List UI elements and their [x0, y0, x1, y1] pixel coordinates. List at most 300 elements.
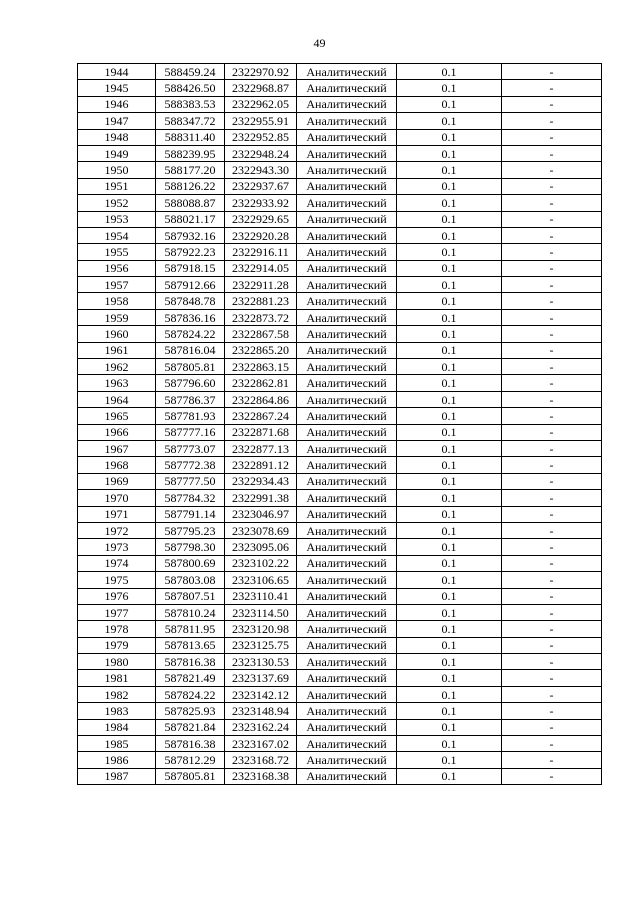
y-coordinate-cell: 2323095.06 [225, 539, 297, 555]
y-coordinate-cell: 2322911.28 [225, 277, 297, 293]
note-cell: - [502, 539, 602, 555]
method-cell: Аналитический [297, 129, 397, 145]
y-coordinate-cell: 2322968.87 [225, 80, 297, 96]
method-cell: Аналитический [297, 211, 397, 227]
method-cell: Аналитический [297, 703, 397, 719]
table-row [78, 686, 602, 702]
method-cell: Аналитический [297, 293, 397, 309]
accuracy-cell: 0.1 [397, 227, 502, 243]
x-coordinate-cell: 587781.93 [156, 408, 225, 424]
point-number-cell: 1982 [78, 686, 156, 702]
y-coordinate-cell: 2323110.41 [225, 588, 297, 604]
point-number-cell: 1957 [78, 277, 156, 293]
table-row [78, 260, 602, 276]
y-coordinate-cell: 2323130.53 [225, 654, 297, 670]
method-cell: Аналитический [297, 64, 397, 80]
table-row [78, 637, 602, 653]
accuracy-cell: 0.1 [397, 752, 502, 768]
note-cell: - [502, 588, 602, 604]
point-number-cell: 1963 [78, 375, 156, 391]
y-coordinate-cell: 2322937.67 [225, 178, 297, 194]
y-coordinate-cell: 2322873.72 [225, 309, 297, 325]
method-cell: Аналитический [297, 227, 397, 243]
point-number-cell: 1964 [78, 391, 156, 407]
y-coordinate-cell: 2322867.58 [225, 326, 297, 342]
y-coordinate-cell: 2322891.12 [225, 457, 297, 473]
table-row [78, 670, 602, 686]
y-coordinate-cell: 2322962.05 [225, 96, 297, 112]
accuracy-cell: 0.1 [397, 473, 502, 489]
x-coordinate-cell: 588459.24 [156, 64, 225, 80]
accuracy-cell: 0.1 [397, 621, 502, 637]
point-number-cell: 1961 [78, 342, 156, 358]
point-number-cell: 1966 [78, 424, 156, 440]
y-coordinate-cell: 2323078.69 [225, 522, 297, 538]
method-cell: Аналитический [297, 277, 397, 293]
table-row [78, 227, 602, 243]
x-coordinate-cell: 587803.08 [156, 572, 225, 588]
point-number-cell: 1950 [78, 162, 156, 178]
method-cell: Аналитический [297, 244, 397, 260]
y-coordinate-cell: 2322916.11 [225, 244, 297, 260]
table-row [78, 326, 602, 342]
note-cell: - [502, 244, 602, 260]
note-cell: - [502, 64, 602, 80]
note-cell: - [502, 326, 602, 342]
point-number-cell: 1949 [78, 145, 156, 161]
y-coordinate-cell: 2323167.02 [225, 736, 297, 752]
method-cell: Аналитический [297, 654, 397, 670]
accuracy-cell: 0.1 [397, 359, 502, 375]
point-number-cell: 1969 [78, 473, 156, 489]
note-cell: - [502, 686, 602, 702]
point-number-cell: 1980 [78, 654, 156, 670]
x-coordinate-cell: 587932.16 [156, 227, 225, 243]
point-number-cell: 1954 [78, 227, 156, 243]
x-coordinate-cell: 588383.53 [156, 96, 225, 112]
method-cell: Аналитический [297, 522, 397, 538]
table-row [78, 473, 602, 489]
point-number-cell: 1978 [78, 621, 156, 637]
table-row [78, 80, 602, 96]
table-row [78, 424, 602, 440]
note-cell: - [502, 309, 602, 325]
table-row [78, 391, 602, 407]
x-coordinate-cell: 587810.24 [156, 604, 225, 620]
table-row [78, 768, 602, 784]
note-cell: - [502, 440, 602, 456]
point-number-cell: 1968 [78, 457, 156, 473]
y-coordinate-cell: 2322881.23 [225, 293, 297, 309]
method-cell: Аналитический [297, 768, 397, 784]
note-cell: - [502, 129, 602, 145]
table-row [78, 178, 602, 194]
y-coordinate-cell: 2323168.72 [225, 752, 297, 768]
accuracy-cell: 0.1 [397, 555, 502, 571]
table-row [78, 375, 602, 391]
method-cell: Аналитический [297, 113, 397, 129]
point-number-cell: 1970 [78, 490, 156, 506]
x-coordinate-cell: 588239.95 [156, 145, 225, 161]
x-coordinate-cell: 587821.84 [156, 719, 225, 735]
method-cell: Аналитический [297, 670, 397, 686]
table-row [78, 96, 602, 112]
x-coordinate-cell: 587805.81 [156, 768, 225, 784]
method-cell: Аналитический [297, 588, 397, 604]
x-coordinate-cell: 587848.78 [156, 293, 225, 309]
accuracy-cell: 0.1 [397, 522, 502, 538]
accuracy-cell: 0.1 [397, 703, 502, 719]
x-coordinate-cell: 587777.50 [156, 473, 225, 489]
point-number-cell: 1976 [78, 588, 156, 604]
table-row [78, 604, 602, 620]
accuracy-cell: 0.1 [397, 604, 502, 620]
method-cell: Аналитический [297, 309, 397, 325]
accuracy-cell: 0.1 [397, 424, 502, 440]
y-coordinate-cell: 2323114.50 [225, 604, 297, 620]
method-cell: Аналитический [297, 391, 397, 407]
accuracy-cell: 0.1 [397, 539, 502, 555]
page-number: 49 [313, 36, 326, 50]
point-number-cell: 1987 [78, 768, 156, 784]
note-cell: - [502, 473, 602, 489]
accuracy-cell: 0.1 [397, 490, 502, 506]
coordinates-table [77, 63, 602, 785]
note-cell: - [502, 654, 602, 670]
point-number-cell: 1947 [78, 113, 156, 129]
note-cell: - [502, 260, 602, 276]
point-number-cell: 1979 [78, 637, 156, 653]
x-coordinate-cell: 587811.95 [156, 621, 225, 637]
accuracy-cell: 0.1 [397, 768, 502, 784]
x-coordinate-cell: 588177.20 [156, 162, 225, 178]
note-cell: - [502, 703, 602, 719]
table-row [78, 162, 602, 178]
point-number-cell: 1984 [78, 719, 156, 735]
method-cell: Аналитический [297, 686, 397, 702]
accuracy-cell: 0.1 [397, 654, 502, 670]
point-number-cell: 1977 [78, 604, 156, 620]
note-cell: - [502, 342, 602, 358]
table-row [78, 654, 602, 670]
method-cell: Аналитический [297, 572, 397, 588]
y-coordinate-cell: 2322863.15 [225, 359, 297, 375]
accuracy-cell: 0.1 [397, 64, 502, 80]
method-cell: Аналитический [297, 621, 397, 637]
accuracy-cell: 0.1 [397, 342, 502, 358]
table-row [78, 113, 602, 129]
note-cell: - [502, 80, 602, 96]
y-coordinate-cell: 2323142.12 [225, 686, 297, 702]
table-row [78, 359, 602, 375]
method-cell: Аналитический [297, 457, 397, 473]
accuracy-cell: 0.1 [397, 80, 502, 96]
x-coordinate-cell: 587798.30 [156, 539, 225, 555]
accuracy-cell: 0.1 [397, 277, 502, 293]
x-coordinate-cell: 588347.72 [156, 113, 225, 129]
x-coordinate-cell: 587836.16 [156, 309, 225, 325]
y-coordinate-cell: 2323148.94 [225, 703, 297, 719]
table-row [78, 145, 602, 161]
method-cell: Аналитический [297, 178, 397, 194]
accuracy-cell: 0.1 [397, 375, 502, 391]
y-coordinate-cell: 2322871.68 [225, 424, 297, 440]
method-cell: Аналитический [297, 752, 397, 768]
table-row [78, 277, 602, 293]
y-coordinate-cell: 2322864.86 [225, 391, 297, 407]
table-row [78, 588, 602, 604]
y-coordinate-cell: 2322914.05 [225, 260, 297, 276]
x-coordinate-cell: 588126.22 [156, 178, 225, 194]
note-cell: - [502, 227, 602, 243]
table-row [78, 440, 602, 456]
accuracy-cell: 0.1 [397, 195, 502, 211]
note-cell: - [502, 457, 602, 473]
method-cell: Аналитический [297, 375, 397, 391]
table-row [78, 539, 602, 555]
y-coordinate-cell: 2322933.92 [225, 195, 297, 211]
table-row [78, 129, 602, 145]
method-cell: Аналитический [297, 637, 397, 653]
x-coordinate-cell: 587912.66 [156, 277, 225, 293]
note-cell: - [502, 621, 602, 637]
table-row [78, 195, 602, 211]
table-row [78, 752, 602, 768]
x-coordinate-cell: 588021.17 [156, 211, 225, 227]
x-coordinate-cell: 588311.40 [156, 129, 225, 145]
y-coordinate-cell: 2322952.85 [225, 129, 297, 145]
table-body [78, 64, 602, 785]
table-row [78, 703, 602, 719]
point-number-cell: 1945 [78, 80, 156, 96]
accuracy-cell: 0.1 [397, 391, 502, 407]
y-coordinate-cell: 2323120.98 [225, 621, 297, 637]
y-coordinate-cell: 2323168.38 [225, 768, 297, 784]
accuracy-cell: 0.1 [397, 506, 502, 522]
note-cell: - [502, 736, 602, 752]
point-number-cell: 1971 [78, 506, 156, 522]
point-number-cell: 1955 [78, 244, 156, 260]
x-coordinate-cell: 587816.38 [156, 654, 225, 670]
x-coordinate-cell: 587772.38 [156, 457, 225, 473]
table-row [78, 555, 602, 571]
table-row [78, 490, 602, 506]
accuracy-cell: 0.1 [397, 145, 502, 161]
table-row [78, 408, 602, 424]
note-cell: - [502, 752, 602, 768]
note-cell: - [502, 359, 602, 375]
point-number-cell: 1959 [78, 309, 156, 325]
accuracy-cell: 0.1 [397, 686, 502, 702]
point-number-cell: 1962 [78, 359, 156, 375]
accuracy-cell: 0.1 [397, 457, 502, 473]
accuracy-cell: 0.1 [397, 572, 502, 588]
y-coordinate-cell: 2322948.24 [225, 145, 297, 161]
y-coordinate-cell: 2323102.22 [225, 555, 297, 571]
accuracy-cell: 0.1 [397, 129, 502, 145]
note-cell: - [502, 195, 602, 211]
y-coordinate-cell: 2322934.43 [225, 473, 297, 489]
x-coordinate-cell: 587773.07 [156, 440, 225, 456]
note-cell: - [502, 375, 602, 391]
note-cell: - [502, 408, 602, 424]
point-number-cell: 1958 [78, 293, 156, 309]
table-row [78, 211, 602, 227]
table-row [78, 572, 602, 588]
method-cell: Аналитический [297, 408, 397, 424]
method-cell: Аналитический [297, 342, 397, 358]
y-coordinate-cell: 2322920.28 [225, 227, 297, 243]
y-coordinate-cell: 2322867.24 [225, 408, 297, 424]
point-number-cell: 1953 [78, 211, 156, 227]
note-cell: - [502, 637, 602, 653]
note-cell: - [502, 277, 602, 293]
accuracy-cell: 0.1 [397, 637, 502, 653]
accuracy-cell: 0.1 [397, 736, 502, 752]
note-cell: - [502, 211, 602, 227]
note-cell: - [502, 572, 602, 588]
x-coordinate-cell: 587800.69 [156, 555, 225, 571]
point-number-cell: 1946 [78, 96, 156, 112]
table-row [78, 736, 602, 752]
x-coordinate-cell: 587922.23 [156, 244, 225, 260]
y-coordinate-cell: 2322865.20 [225, 342, 297, 358]
accuracy-cell: 0.1 [397, 293, 502, 309]
point-number-cell: 1960 [78, 326, 156, 342]
note-cell: - [502, 162, 602, 178]
method-cell: Аналитический [297, 260, 397, 276]
x-coordinate-cell: 587791.14 [156, 506, 225, 522]
x-coordinate-cell: 587786.37 [156, 391, 225, 407]
method-cell: Аналитический [297, 145, 397, 161]
x-coordinate-cell: 587805.81 [156, 359, 225, 375]
point-number-cell: 1967 [78, 440, 156, 456]
table-row [78, 506, 602, 522]
x-coordinate-cell: 588426.50 [156, 80, 225, 96]
accuracy-cell: 0.1 [397, 244, 502, 260]
point-number-cell: 1974 [78, 555, 156, 571]
note-cell: - [502, 670, 602, 686]
method-cell: Аналитический [297, 473, 397, 489]
y-coordinate-cell: 2322970.92 [225, 64, 297, 80]
note-cell: - [502, 293, 602, 309]
table-row [78, 309, 602, 325]
x-coordinate-cell: 587784.32 [156, 490, 225, 506]
method-cell: Аналитический [297, 539, 397, 555]
point-number-cell: 1952 [78, 195, 156, 211]
accuracy-cell: 0.1 [397, 326, 502, 342]
accuracy-cell: 0.1 [397, 440, 502, 456]
note-cell: - [502, 719, 602, 735]
x-coordinate-cell: 587824.22 [156, 686, 225, 702]
table-row [78, 457, 602, 473]
y-coordinate-cell: 2322862.81 [225, 375, 297, 391]
x-coordinate-cell: 587796.60 [156, 375, 225, 391]
note-cell: - [502, 604, 602, 620]
point-number-cell: 1985 [78, 736, 156, 752]
x-coordinate-cell: 587816.38 [156, 736, 225, 752]
x-coordinate-cell: 587777.16 [156, 424, 225, 440]
note-cell: - [502, 113, 602, 129]
accuracy-cell: 0.1 [397, 96, 502, 112]
method-cell: Аналитический [297, 506, 397, 522]
method-cell: Аналитический [297, 96, 397, 112]
note-cell: - [502, 555, 602, 571]
note-cell: - [502, 522, 602, 538]
table-row [78, 64, 602, 80]
note-cell: - [502, 391, 602, 407]
method-cell: Аналитический [297, 736, 397, 752]
accuracy-cell: 0.1 [397, 670, 502, 686]
x-coordinate-cell: 587813.65 [156, 637, 225, 653]
note-cell: - [502, 145, 602, 161]
x-coordinate-cell: 587812.29 [156, 752, 225, 768]
method-cell: Аналитический [297, 80, 397, 96]
method-cell: Аналитический [297, 162, 397, 178]
method-cell: Аналитический [297, 424, 397, 440]
method-cell: Аналитический [297, 555, 397, 571]
method-cell: Аналитический [297, 719, 397, 735]
note-cell: - [502, 178, 602, 194]
y-coordinate-cell: 2323046.97 [225, 506, 297, 522]
y-coordinate-cell: 2322929.65 [225, 211, 297, 227]
x-coordinate-cell: 587795.23 [156, 522, 225, 538]
x-coordinate-cell: 587824.22 [156, 326, 225, 342]
y-coordinate-cell: 2323162.24 [225, 719, 297, 735]
point-number-cell: 1975 [78, 572, 156, 588]
accuracy-cell: 0.1 [397, 178, 502, 194]
point-number-cell: 1983 [78, 703, 156, 719]
note-cell: - [502, 96, 602, 112]
point-number-cell: 1981 [78, 670, 156, 686]
note-cell: - [502, 424, 602, 440]
accuracy-cell: 0.1 [397, 113, 502, 129]
point-number-cell: 1965 [78, 408, 156, 424]
accuracy-cell: 0.1 [397, 309, 502, 325]
table-row [78, 342, 602, 358]
accuracy-cell: 0.1 [397, 162, 502, 178]
point-number-cell: 1948 [78, 129, 156, 145]
note-cell: - [502, 768, 602, 784]
accuracy-cell: 0.1 [397, 211, 502, 227]
x-coordinate-cell: 588088.87 [156, 195, 225, 211]
y-coordinate-cell: 2322943.30 [225, 162, 297, 178]
y-coordinate-cell: 2322877.13 [225, 440, 297, 456]
x-coordinate-cell: 587918.15 [156, 260, 225, 276]
y-coordinate-cell: 2322955.91 [225, 113, 297, 129]
y-coordinate-cell: 2322991.38 [225, 490, 297, 506]
table-row [78, 244, 602, 260]
accuracy-cell: 0.1 [397, 719, 502, 735]
x-coordinate-cell: 587816.04 [156, 342, 225, 358]
method-cell: Аналитический [297, 604, 397, 620]
table-row [78, 293, 602, 309]
note-cell: - [502, 506, 602, 522]
point-number-cell: 1956 [78, 260, 156, 276]
method-cell: Аналитический [297, 326, 397, 342]
point-number-cell: 1944 [78, 64, 156, 80]
y-coordinate-cell: 2323137.69 [225, 670, 297, 686]
point-number-cell: 1972 [78, 522, 156, 538]
method-cell: Аналитический [297, 440, 397, 456]
method-cell: Аналитический [297, 359, 397, 375]
method-cell: Аналитический [297, 195, 397, 211]
x-coordinate-cell: 587825.93 [156, 703, 225, 719]
x-coordinate-cell: 587807.51 [156, 588, 225, 604]
accuracy-cell: 0.1 [397, 260, 502, 276]
point-number-cell: 1951 [78, 178, 156, 194]
y-coordinate-cell: 2323125.75 [225, 637, 297, 653]
